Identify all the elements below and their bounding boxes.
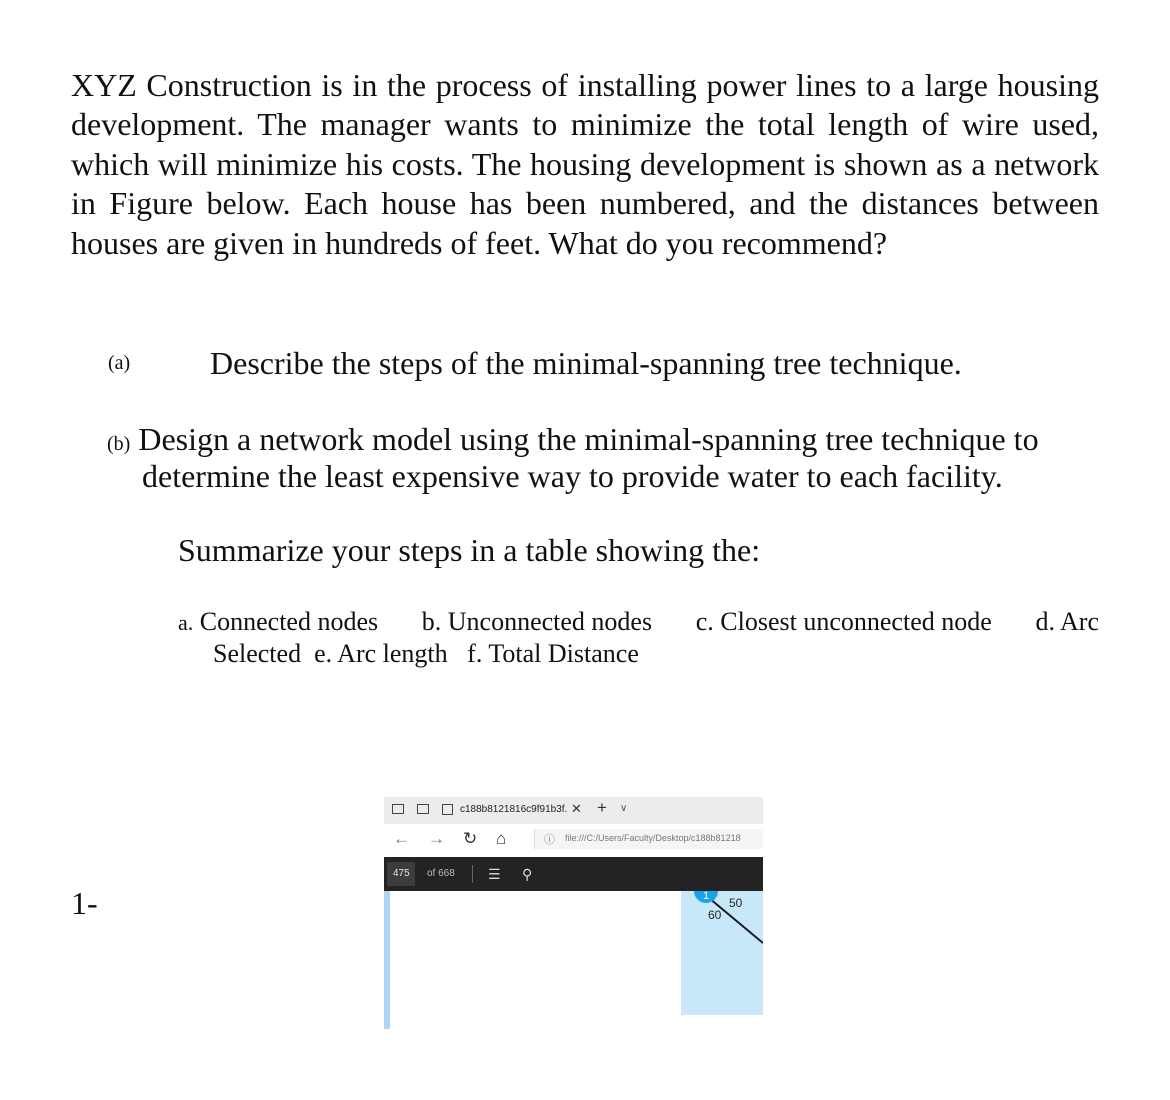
item-a: [178, 607, 378, 637]
chevron-down-icon[interactable]: ∨: [620, 803, 628, 814]
item-a-text: Connected nodes: [199, 607, 379, 636]
tab-title[interactable]: c188b8121816c9f91b3f.: [460, 804, 568, 815]
item-a-letter: a.: [178, 610, 194, 635]
arc-label-60: 60: [708, 908, 722, 922]
node-1-label: 1: [703, 891, 710, 902]
network-figure: [681, 891, 763, 1015]
part-b-line2: determine the least expensive way to provide water to each facility.: [142, 458, 1003, 494]
refresh-icon[interactable]: ↻: [463, 829, 478, 848]
part-a-label: (a): [108, 352, 131, 374]
item-c: c. Closest unconnected node: [695, 607, 992, 636]
close-tab-icon[interactable]: ✕: [571, 801, 582, 816]
item-f: f. Total Distance: [467, 639, 639, 668]
page-number-input[interactable]: [387, 862, 415, 886]
table-items-line1: [178, 607, 1099, 637]
item-d-cont: Selected: [213, 639, 302, 668]
forward-icon[interactable]: →: [428, 829, 445, 848]
page-number-value: 475: [393, 868, 410, 879]
embedded-browser-screenshot: [384, 797, 763, 1029]
pdf-toolbar: [384, 857, 763, 891]
set-tabs-aside-icon[interactable]: [417, 804, 429, 814]
pdf-tab-icon: [442, 804, 453, 815]
item-b: b. Unconnected nodes: [421, 607, 653, 636]
network-figure-panel: [681, 891, 763, 1015]
url-field[interactable]: [534, 829, 763, 849]
table-items-line2: [213, 639, 639, 669]
item-d: d. Arc: [1035, 607, 1099, 636]
browser-tab-bar: [384, 797, 763, 824]
question-number: 1-: [71, 885, 98, 921]
summary-instruction: Summarize your steps in a table showing the:: [178, 532, 761, 568]
info-icon[interactable]: ⓘ: [544, 834, 555, 846]
item-e: e. Arc length: [314, 639, 448, 668]
table-of-contents-icon[interactable]: ☰: [488, 866, 501, 882]
tab-preview-icon[interactable]: [392, 804, 404, 814]
search-icon[interactable]: ⚲: [522, 866, 533, 882]
arc-label-50: 50: [729, 896, 743, 910]
new-tab-icon[interactable]: +: [597, 798, 607, 817]
problem-statement: XYZ Construction is in the process of installing power lines to a large housing development. The manager wants to minimize the total length of wire used, which will minimize his costs. The housing development is shown as a network in Figure below. Each house has been numbered, and the distances between houses are given in hundreds of feet. What do you recommend?: [71, 67, 1099, 261]
part-a-text: Describe the steps of the minimal-spanning tree technique.: [210, 345, 962, 381]
home-icon[interactable]: ⌂: [496, 829, 507, 848]
part-b-line1: [107, 420, 1099, 463]
url-text: file:///C:/Users/Faculty/Desktop/c188b81218: [565, 833, 741, 843]
page-count: of 668: [427, 868, 455, 879]
back-icon[interactable]: ←: [393, 829, 410, 848]
part-b-label: (b): [107, 433, 131, 455]
part-b-text: Design a network model using the minimal-spanning tree technique to: [138, 421, 1039, 457]
toolbar-divider: [472, 865, 473, 883]
address-bar: [384, 824, 763, 854]
